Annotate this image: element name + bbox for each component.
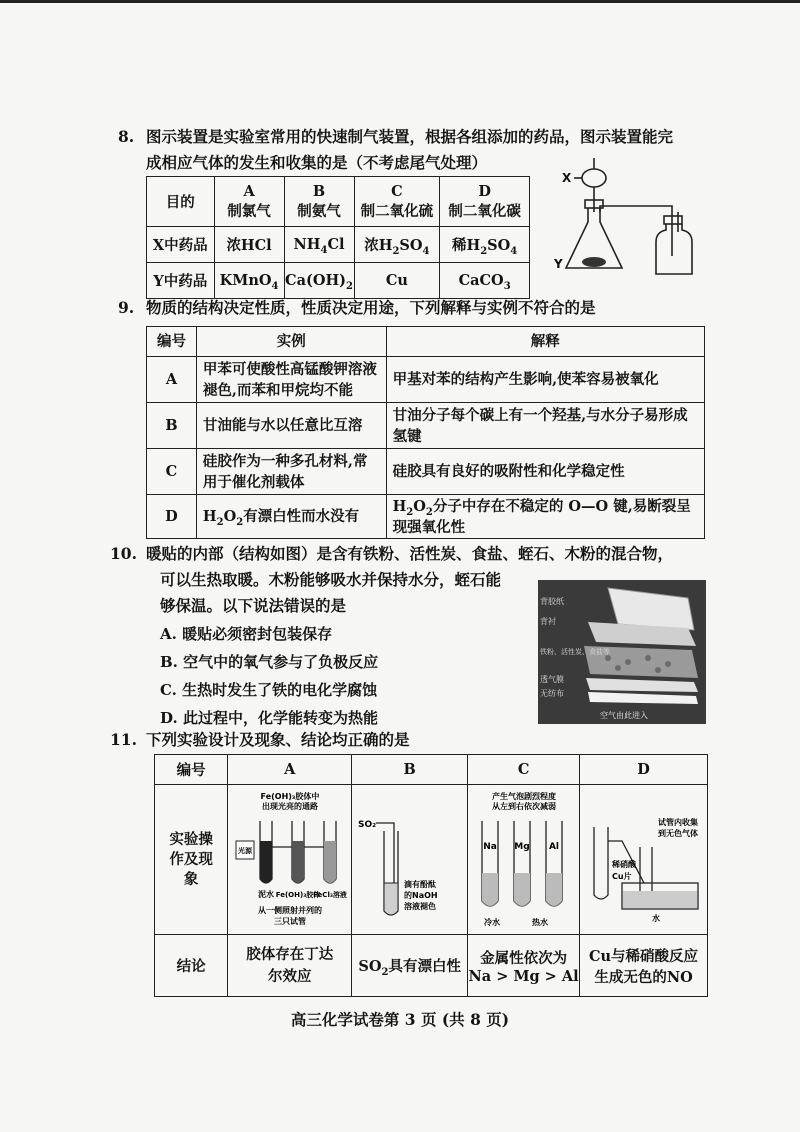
- q11-b-figure: [354, 787, 466, 933]
- top-border-line: [0, 0, 800, 3]
- q8-label-x: X: [562, 171, 572, 185]
- q11-c-metal-al: Al: [548, 841, 559, 852]
- q11-d-figure-cell: [580, 785, 708, 935]
- q10-fig-label-5: 空气由此进入: [600, 711, 648, 720]
- q8-number: 8.: [118, 127, 135, 146]
- q9-header-id: 编号: [147, 327, 197, 357]
- q10-number: 10.: [110, 544, 137, 563]
- q9-stem: 物质的结构决定性质，性质决定用途，下列解释与实例不符合的是: [146, 298, 596, 317]
- q9-row-b-id: B: [147, 403, 197, 449]
- q11-header-id: 编号: [155, 755, 228, 785]
- q10-stem-line2: 可以生热取暖。木粉能够吸水并保持水分，蛭石能: [160, 570, 502, 589]
- q9-row-c-example: 硅胶作为一种多孔材料,常用于催化剂载体: [196, 449, 386, 495]
- q11-c-top2: 从左到右依次减弱: [491, 801, 556, 811]
- q9-row-c-id: C: [147, 449, 197, 495]
- q8-y-d: CaCO$_3$: [440, 263, 530, 299]
- q9-number: 9.: [118, 298, 135, 317]
- q11-c-figure: [470, 787, 578, 933]
- q10-option-d: D. 此过程中，化学能转变为热能: [160, 709, 378, 727]
- page-footer: 高三化学试卷第 3 页 (共 8 页): [290, 1010, 510, 1029]
- q11-a-tube-2: FeCl₃溶液: [312, 890, 347, 899]
- q11-conc-c: 金属性依次为 Na > Mg > Al: [468, 935, 580, 997]
- q11-number: 11.: [110, 730, 137, 749]
- q11-a-light: 光源: [237, 846, 252, 855]
- q11-table: [154, 754, 708, 997]
- q11-a-tube-1: Fe(OH)₃胶体: [275, 890, 321, 899]
- q11-a-figure: [230, 787, 350, 933]
- q8-apparatus-figure: [552, 150, 702, 280]
- q11-b-label3: 溶液褪色: [403, 901, 436, 911]
- q11-c-cold: 冷水: [483, 917, 500, 927]
- q11-a-top2: 出现光亮的通路: [261, 801, 318, 811]
- q8-stem-line2: 成相应气体的发生和收集的是（不考虑尾气处理）: [146, 153, 488, 172]
- q8-y-a: KMnO$_4$: [214, 263, 284, 299]
- q9-row-b-explain: 甘油分子每个碳上有一个羟基,与水分子易形成氢键: [386, 403, 704, 449]
- q8-row-x-label: X中药品: [147, 227, 215, 263]
- q11-c-metal-na: Na: [482, 841, 497, 852]
- q9-row-b-example: 甘油能与水以任意比互溶: [196, 403, 386, 449]
- q9-row-c-explain: 硅胶具有良好的吸附性和化学稳定性: [386, 449, 704, 495]
- q11-a-tube-0: 泥水: [257, 889, 274, 899]
- q11-row-op-label: 实验操作及现象: [155, 785, 228, 935]
- q9-header-example: 实例: [196, 327, 386, 357]
- q8-col-c: C 制二氧化硫: [354, 177, 440, 227]
- q10-fig-label-4: 无纺布: [540, 689, 564, 698]
- q10-option-a: A. 暖贴必须密封包装保存: [160, 625, 333, 643]
- q8-col-d: D 制二氧化碳: [440, 177, 530, 227]
- q8-x-a: 浓HCl: [214, 227, 284, 263]
- q11-conc-b: $SO_2$具有漂白性: [352, 935, 468, 997]
- q9-header-explain: 解释: [386, 327, 704, 357]
- q11-conc-d: Cu与稀硝酸反应 生成无色的NO: [580, 935, 708, 997]
- q8-x-d: 稀$H_2SO_4$: [440, 227, 530, 263]
- q11-b-figure-cell: [352, 785, 468, 935]
- q11-c-metal-mg: Mg: [513, 841, 530, 852]
- q11-c-top1: 产生气泡剧烈程度: [491, 791, 556, 801]
- q11-d-top2: 到无色气体: [657, 828, 698, 838]
- q11-d-water: 水: [651, 913, 660, 923]
- q11-d-cu: Cu片: [611, 871, 632, 881]
- q11-header-a: A: [228, 755, 352, 785]
- q10-fig-label-0: 背胶纸: [540, 597, 564, 606]
- q11-header-b: B: [352, 755, 468, 785]
- q8-col-b: B 制氨气: [284, 177, 354, 227]
- q11-a-bottom1: 从一侧照射并列的: [257, 905, 322, 915]
- q11-c-figure-cell: [468, 785, 580, 935]
- q11-header-d: D: [580, 755, 708, 785]
- q8-stem-line1: 图示装置是实验室常用的快速制气装置，根据各组添加的药品，图示装置能完: [146, 127, 674, 146]
- q8-row-y-label: Y中药品: [147, 263, 215, 299]
- q11-d-acid: 稀硝酸: [611, 859, 636, 869]
- q10-option-b: B. 空气中的氧气参与了负极反应: [160, 653, 379, 671]
- q11-b-label2: 的NaOH: [403, 890, 438, 900]
- q9-row-a-example: 甲苯可使酸性高锰酸钾溶液褪色,而苯和甲烷均不能: [196, 357, 386, 403]
- q10-stem-line1: 暖贴的内部（结构如图）是含有铁粉、活性炭、食盐、蛭石、木粉的混合物，: [146, 544, 674, 563]
- q8-x-c: 浓$H_2SO_4$: [354, 227, 440, 263]
- q11-a-top1: Fe(OH)₃胶体中: [260, 791, 320, 801]
- q9-row-a-explain: 甲基对苯的结构产生影响,使苯容易被氧化: [386, 357, 704, 403]
- q11-d-figure: [582, 787, 706, 933]
- q8-y-b: $Ca(OH)_2$: [284, 263, 354, 299]
- q9-row-d-explain: $H_2O_2$分子中存在不稳定的 O—O 键,易断裂呈现强氧化性: [386, 495, 704, 539]
- q11-a-bottom2: 三只试管: [273, 916, 306, 926]
- q10-stem-line3: 够保温。以下说法错误的是: [160, 596, 347, 615]
- q11-stem: 下列实验设计及现象、结论均正确的是: [146, 730, 410, 749]
- q11-row-conc-label: 结论: [155, 935, 228, 997]
- q10-fig-label-2: 铁粉、活性炭、食盐等: [540, 648, 610, 656]
- q10-fig-label-3: 透气膜: [540, 675, 564, 684]
- q9-row-d-example: $H_2O_2$有漂白性而水没有: [196, 495, 386, 539]
- q11-conc-a: 胶体存在丁达尔效应: [228, 935, 352, 997]
- q11-a-figure-cell: [228, 785, 352, 935]
- q10-heat-pack-photo: [538, 580, 706, 724]
- q10-option-c: C. 生热时发生了铁的电化学腐蚀: [160, 681, 378, 699]
- q8-col-a: A 制氯气: [214, 177, 284, 227]
- q11-header-c: C: [468, 755, 580, 785]
- q8-label-y: Y: [554, 257, 563, 271]
- q8-y-c: Cu: [354, 263, 440, 299]
- q8-table: [146, 176, 530, 299]
- q8-header-purpose: 目的: [147, 177, 215, 227]
- q9-row-a-id: A: [147, 357, 197, 403]
- q11-b-gas: SO₂: [357, 819, 376, 830]
- q11-b-label1: 滴有酚酞: [403, 879, 436, 889]
- q9-table: [146, 326, 705, 539]
- q8-x-b: $NH_4Cl$: [284, 227, 354, 263]
- q11-c-hot: 热水: [531, 917, 548, 927]
- q11-d-top1: 试管内收集: [657, 817, 698, 827]
- q9-row-d-id: D: [147, 495, 197, 539]
- q10-fig-label-1: 背衬: [540, 617, 556, 626]
